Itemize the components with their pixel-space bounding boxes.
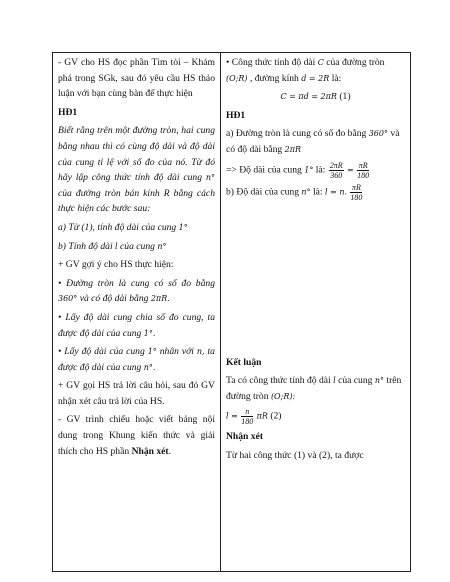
conclusion-heading: Kết luận — [226, 356, 262, 368]
fraction-pir-180-b: $\frac{\pi R}{180}$ — [350, 182, 363, 202]
answer-a: a) Đường tròn là cung có số đo bằng 360° và có độ dài bằng 2πR — [226, 128, 400, 155]
hint-intro: + GV gợi ý cho HS thực hiện: — [58, 259, 174, 271]
step-b: b) Tính độ dài l của cung n° — [58, 240, 167, 252]
student-result-column — [221, 53, 410, 571]
hd1-heading: HĐ1 — [58, 106, 78, 118]
circumference-formula-text: • Công thức tính độ dài C của đường tròn (O;R) , đường kính d = 2R là: — [226, 57, 385, 84]
spacer — [226, 205, 405, 355]
remark-heading: Nhận xét — [226, 431, 264, 443]
hint-2: • Lấy độ dài cung chia số đo cung, ta được độ dài của cung 1°. — [58, 311, 215, 339]
fraction-2pir-360: $\frac{2\pi R}{360}$ — [329, 160, 343, 180]
gv-present-text: - GV trình chiếu hoặc viết bảng nội dung trong Khung kiến thức và giải thích cho HS phần Nhận xét. — [58, 414, 215, 457]
answer-b: b) Độ dài của cung n° là: l = n. $\frac{\pi R}{180}$ — [226, 182, 363, 202]
fraction-n-180: $\frac{n}{180}$ — [241, 407, 254, 427]
step-a: a) Từ (1), tính độ dài của cung 1° — [58, 221, 188, 233]
hd1-task: Biết rằng trên một đường tròn, hai cung bằng nhau thì có cùng độ dài và độ dài của cung tỉ lệ với số đo của nó. Từ đó hãy lập công thức tính độ dài cung n° của đường tròn bán kính R bằng cách thực hiện các bước sau: — [58, 125, 215, 215]
remark-text: Từ hai công thức (1) và (2), ta được — [226, 449, 364, 461]
hint-1: • Đường tròn là cung có số đo bằng 360° và có độ dài bằng 2πR. — [58, 277, 215, 305]
gv-call-text: + GV gọi HS trả lời câu hỏi, sau đó GV nhận xét câu trả lời của HS. — [58, 380, 215, 407]
teacher-activity-column — [53, 53, 221, 571]
answer-a-result: => Độ dài của cung 1° là: $\frac{2\pi R}{360}$ = $\frac{\pi R}{180}$ — [226, 160, 370, 180]
circumference-equation: C = πd = 2πR (1) — [280, 91, 351, 103]
fraction-pir-180: $\frac{\pi R}{180}$ — [357, 160, 370, 180]
hint-3: • Lấy độ dài của cung 1° nhân với n, ta được độ dài của cung n°. — [58, 346, 215, 373]
hd1-answer-heading: HĐ1 — [226, 109, 246, 121]
lesson-table — [52, 52, 411, 572]
arc-length-formula: l = $\frac{n}{180}$ πR (2) — [226, 407, 282, 427]
intro-text: - GV cho HS đọc phần Tìm tòi – Khám phá trong SGk, sau đó yêu cầu HS thảo luận với bạn cùng bàn để thực hiện — [58, 57, 215, 100]
conclusion-text: Ta có công thức tính độ dài l của cung n° trên đường tròn (O;R): — [226, 375, 402, 402]
